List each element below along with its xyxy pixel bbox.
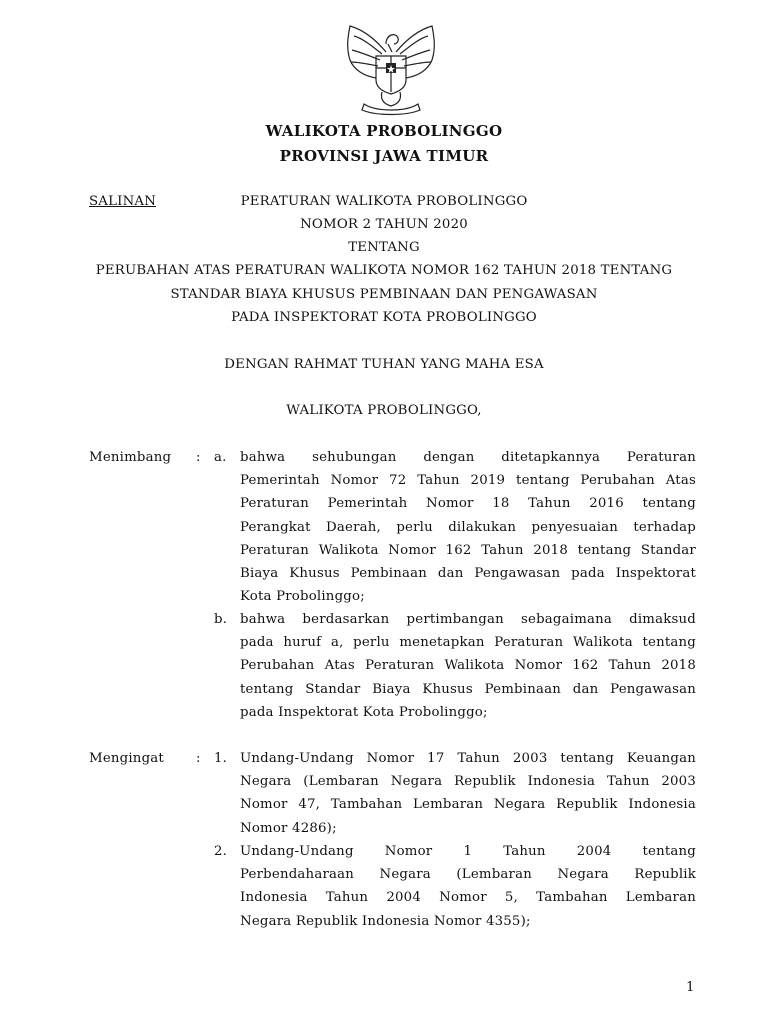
menimbang-colon: : — [196, 450, 201, 465]
menimbang-marker-a: a. — [214, 450, 227, 465]
garuda-emblem — [336, 22, 446, 118]
mengingat-marker-2: 2. — [214, 844, 228, 859]
mengingat-2-line: Undang-Undang Nomor 1 Tahun 2004 tentang — [240, 844, 696, 859]
mengingat-marker-1: 1. — [214, 751, 228, 766]
mengingat-item-1 — [240, 747, 696, 840]
title-line-3: TENTANG — [348, 240, 420, 255]
menimbang-a-line: Perangkat Daerah, perlu dilakukan penyesuaian terhadap — [240, 519, 696, 535]
mengingat-colon: : — [196, 751, 201, 766]
menimbang-a-line: bahwa sehubungan dengan ditetapkannya Peraturan — [240, 450, 696, 465]
header-line-1: WALIKOTA PROBOLINGGO — [265, 122, 503, 140]
mengingat-2-line: Negara Republik Indonesia Nomor 4355); — [240, 913, 531, 929]
title-line-1: PERATURAN WALIKOTA PROBOLINGGO — [240, 194, 528, 209]
menimbang-a-line: Pemerintah Nomor 72 Tahun 2019 tentang Perubahan Atas — [240, 473, 696, 489]
menimbang-a-line: Peraturan Walikota Nomor 162 Tahun 2018 tentang Standar — [240, 542, 696, 558]
menimbang-b-line: Perubahan Atas Peraturan Walikota Nomor 162 Tahun 2018 — [240, 658, 696, 674]
page-number: 1 — [686, 980, 695, 995]
mengingat-label: Mengingat — [89, 751, 164, 766]
menimbang-b-line: tentang Standar Biaya Khusus Pembinaan dan Pengawasan — [240, 681, 696, 697]
title-line-5: STANDAR BIAYA KHUSUS PEMBINAAN DAN PENGAWASAN — [170, 287, 598, 302]
title-line-4: PERUBAHAN ATAS PERATURAN WALIKOTA NOMOR 162 TAHUN 2018 TENTANG — [95, 263, 673, 278]
mengingat-1-line: Negara (Lembaran Negara Republik Indonesia Tahun 2003 — [240, 774, 696, 790]
rahmat-line: DENGAN RAHMAT TUHAN YANG MAHA ESA — [224, 357, 544, 372]
menimbang-item-a — [240, 446, 696, 608]
mengingat-2-line: Indonesia Tahun 2004 Nomor 5, Tambahan Lembaran — [240, 890, 696, 906]
salinan-label: SALINAN — [89, 194, 157, 209]
menimbang-item-b — [240, 608, 696, 724]
mengingat-1-line: Undang-Undang Nomor 17 Tahun 2003 tentang Keuangan — [240, 751, 696, 766]
mengingat-2-line: Perbendaharaan Negara (Lembaran Negara Republik — [240, 867, 696, 883]
title-line-6: PADA INSPEKTORAT KOTA PROBOLINGGO — [231, 310, 537, 325]
mengingat-item-2 — [240, 840, 696, 933]
mengingat-1-line: Nomor 4286); — [240, 820, 337, 836]
menimbang-a-line: Peraturan Pemerintah Nomor 18 Tahun 2016 tentang — [240, 496, 696, 512]
menimbang-marker-b: b. — [214, 612, 228, 627]
mengingat-1-line: Nomor 47, Tambahan Lembaran Negara Republik Indonesia — [240, 797, 696, 813]
title-line-2: NOMOR 2 TAHUN 2020 — [300, 217, 468, 232]
menimbang-b-line: pada huruf a, perlu menetapkan Peraturan Walikota tentang — [240, 635, 696, 651]
menimbang-b-line: bahwa berdasarkan pertimbangan sebagaimana dimaksud — [240, 612, 696, 627]
header-line-2: PROVINSI JAWA TIMUR — [279, 147, 489, 165]
menimbang-a-line: Biaya Khusus Pembinaan dan Pengawasan pada Inspektorat — [240, 565, 696, 581]
menimbang-label: Menimbang — [89, 450, 172, 465]
menimbang-a-line: Kota Probolinggo; — [240, 589, 365, 605]
menimbang-b-line: pada Inspektorat Kota Probolinggo; — [240, 704, 488, 720]
walikota-line: WALIKOTA PROBOLINGGO, — [286, 403, 482, 418]
